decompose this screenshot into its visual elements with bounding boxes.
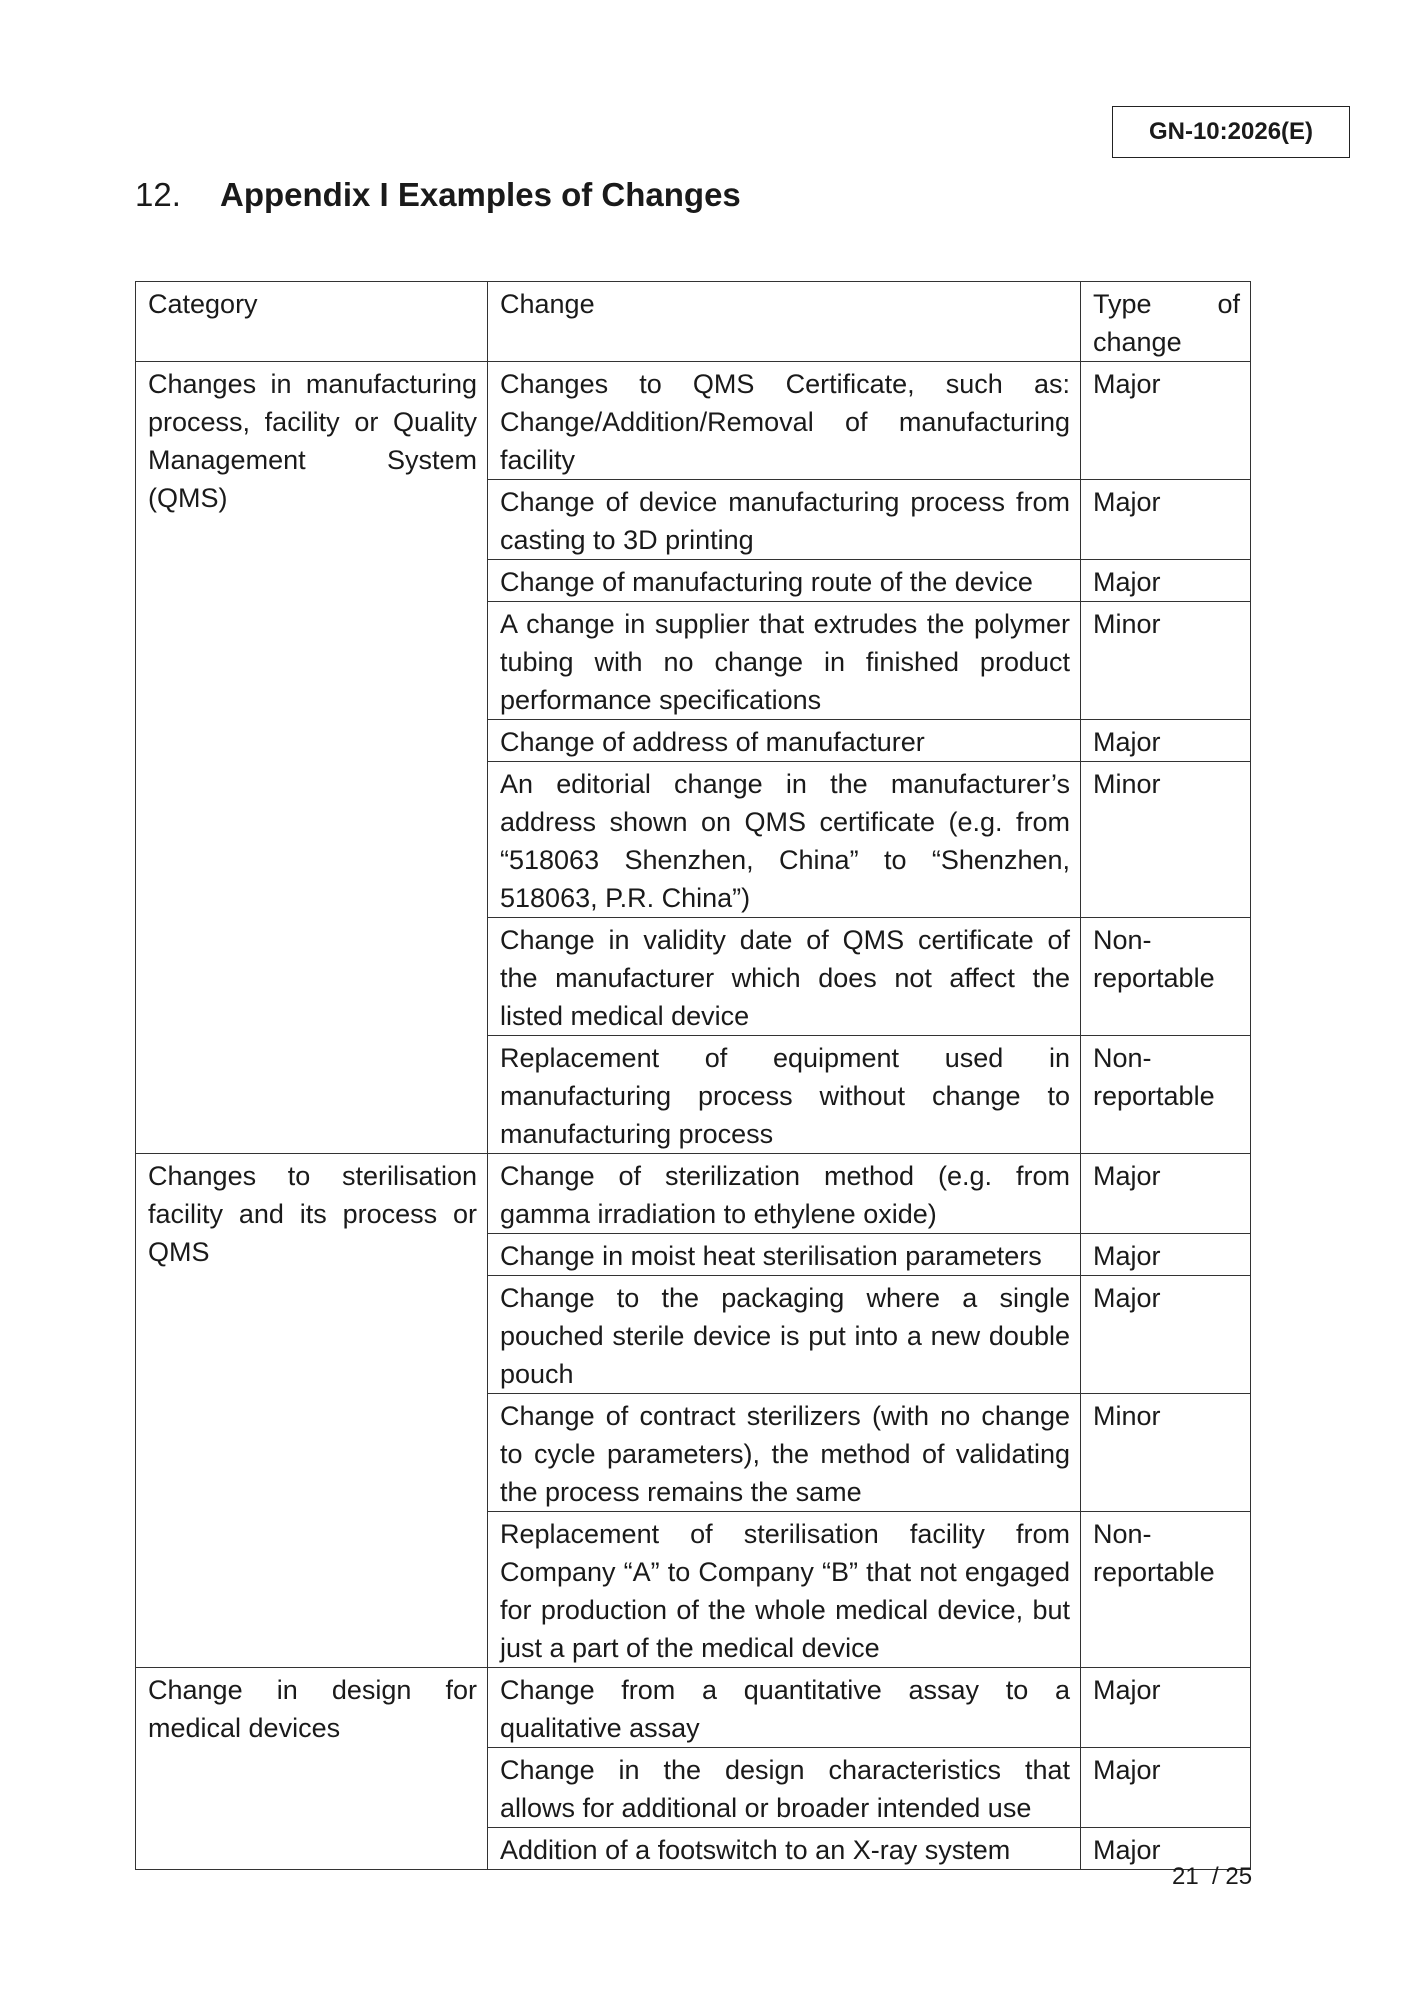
- type-cell: Non-reportable: [1081, 1036, 1251, 1154]
- change-cell: Replacement of equipment used in manufacturing process without change to manufacturing process: [488, 1036, 1081, 1154]
- table-row: [136, 1668, 1251, 1748]
- section-title: Appendix I Examples of Changes: [220, 176, 741, 213]
- type-cell: Major: [1081, 1828, 1251, 1870]
- type-cell: Non-reportable: [1081, 1512, 1251, 1668]
- type-cell: Non-reportable: [1081, 918, 1251, 1036]
- change-cell: Change in the design characteristics that allows for additional or broader intended use: [488, 1748, 1081, 1828]
- type-cell: Major: [1081, 362, 1251, 480]
- type-cell: Major: [1081, 1234, 1251, 1276]
- change-cell: Change from a quantitative assay to a qualitative assay: [488, 1668, 1081, 1748]
- change-cell: Replacement of sterilisation facility from Company “A” to Company “B” that not engaged for production of the whole medical device, but just a part of the medical device: [488, 1512, 1081, 1668]
- category-cell: Changes to sterilisation facility and its process or QMS: [136, 1154, 488, 1668]
- table-row: [136, 1154, 1251, 1234]
- change-cell: An editorial change in the manufacturer’s address shown on QMS certificate (e.g. from “518063 Shenzhen, China” to “Shenzhen, 518063, P.R. China”): [488, 762, 1081, 918]
- type-cell: Major: [1081, 1668, 1251, 1748]
- change-cell: A change in supplier that extrudes the polymer tubing with no change in finished product performance specifications: [488, 602, 1081, 720]
- changes-table: [135, 281, 1251, 1870]
- change-cell: Change to the packaging where a single pouched sterile device is put into a new double pouch: [488, 1276, 1081, 1394]
- change-cell: Change in validity date of QMS certificate of the manufacturer which does not affect the listed medical device: [488, 918, 1081, 1036]
- current-page: 21: [1172, 1863, 1199, 1890]
- change-cell: Change of contract sterilizers (with no change to cycle parameters), the method of validating the process remains the same: [488, 1394, 1081, 1512]
- type-cell: Minor: [1081, 1394, 1251, 1512]
- change-cell: Change of manufacturing route of the device: [488, 560, 1081, 602]
- type-cell: Major: [1081, 1748, 1251, 1828]
- total-pages: 25: [1225, 1863, 1253, 1890]
- table-header-row: [136, 282, 1251, 362]
- change-cell: Change of address of manufacturer: [488, 720, 1081, 762]
- type-cell: Minor: [1081, 762, 1251, 918]
- section-number: 12.: [135, 176, 181, 213]
- page-number: 21 / 25: [1172, 1863, 1253, 1890]
- table-row: [136, 362, 1251, 480]
- section-heading: [135, 170, 741, 220]
- header-category: Category: [136, 282, 488, 362]
- type-cell: Major: [1081, 560, 1251, 602]
- type-cell: Major: [1081, 720, 1251, 762]
- header-type-of-change: Type of change: [1081, 282, 1251, 362]
- type-cell: Major: [1081, 480, 1251, 560]
- change-cell: Change in moist heat sterilisation parameters: [488, 1234, 1081, 1276]
- header-change: Change: [488, 282, 1081, 362]
- change-cell: Addition of a footswitch to an X-ray system: [488, 1828, 1081, 1870]
- document-code: GN-10:2026(E): [1112, 106, 1350, 158]
- change-cell: Changes to QMS Certificate, such as: Change/Addition/Removal of manufacturing facility: [488, 362, 1081, 480]
- type-cell: Major: [1081, 1276, 1251, 1394]
- category-cell: Change in design for medical devices: [136, 1668, 488, 1870]
- type-cell: Major: [1081, 1154, 1251, 1234]
- type-cell: Minor: [1081, 602, 1251, 720]
- category-cell: Changes in manufacturing process, facility or Quality Management System (QMS): [136, 362, 488, 1154]
- change-cell: Change of sterilization method (e.g. from gamma irradiation to ethylene oxide): [488, 1154, 1081, 1234]
- change-cell: Change of device manufacturing process from casting to 3D printing: [488, 480, 1081, 560]
